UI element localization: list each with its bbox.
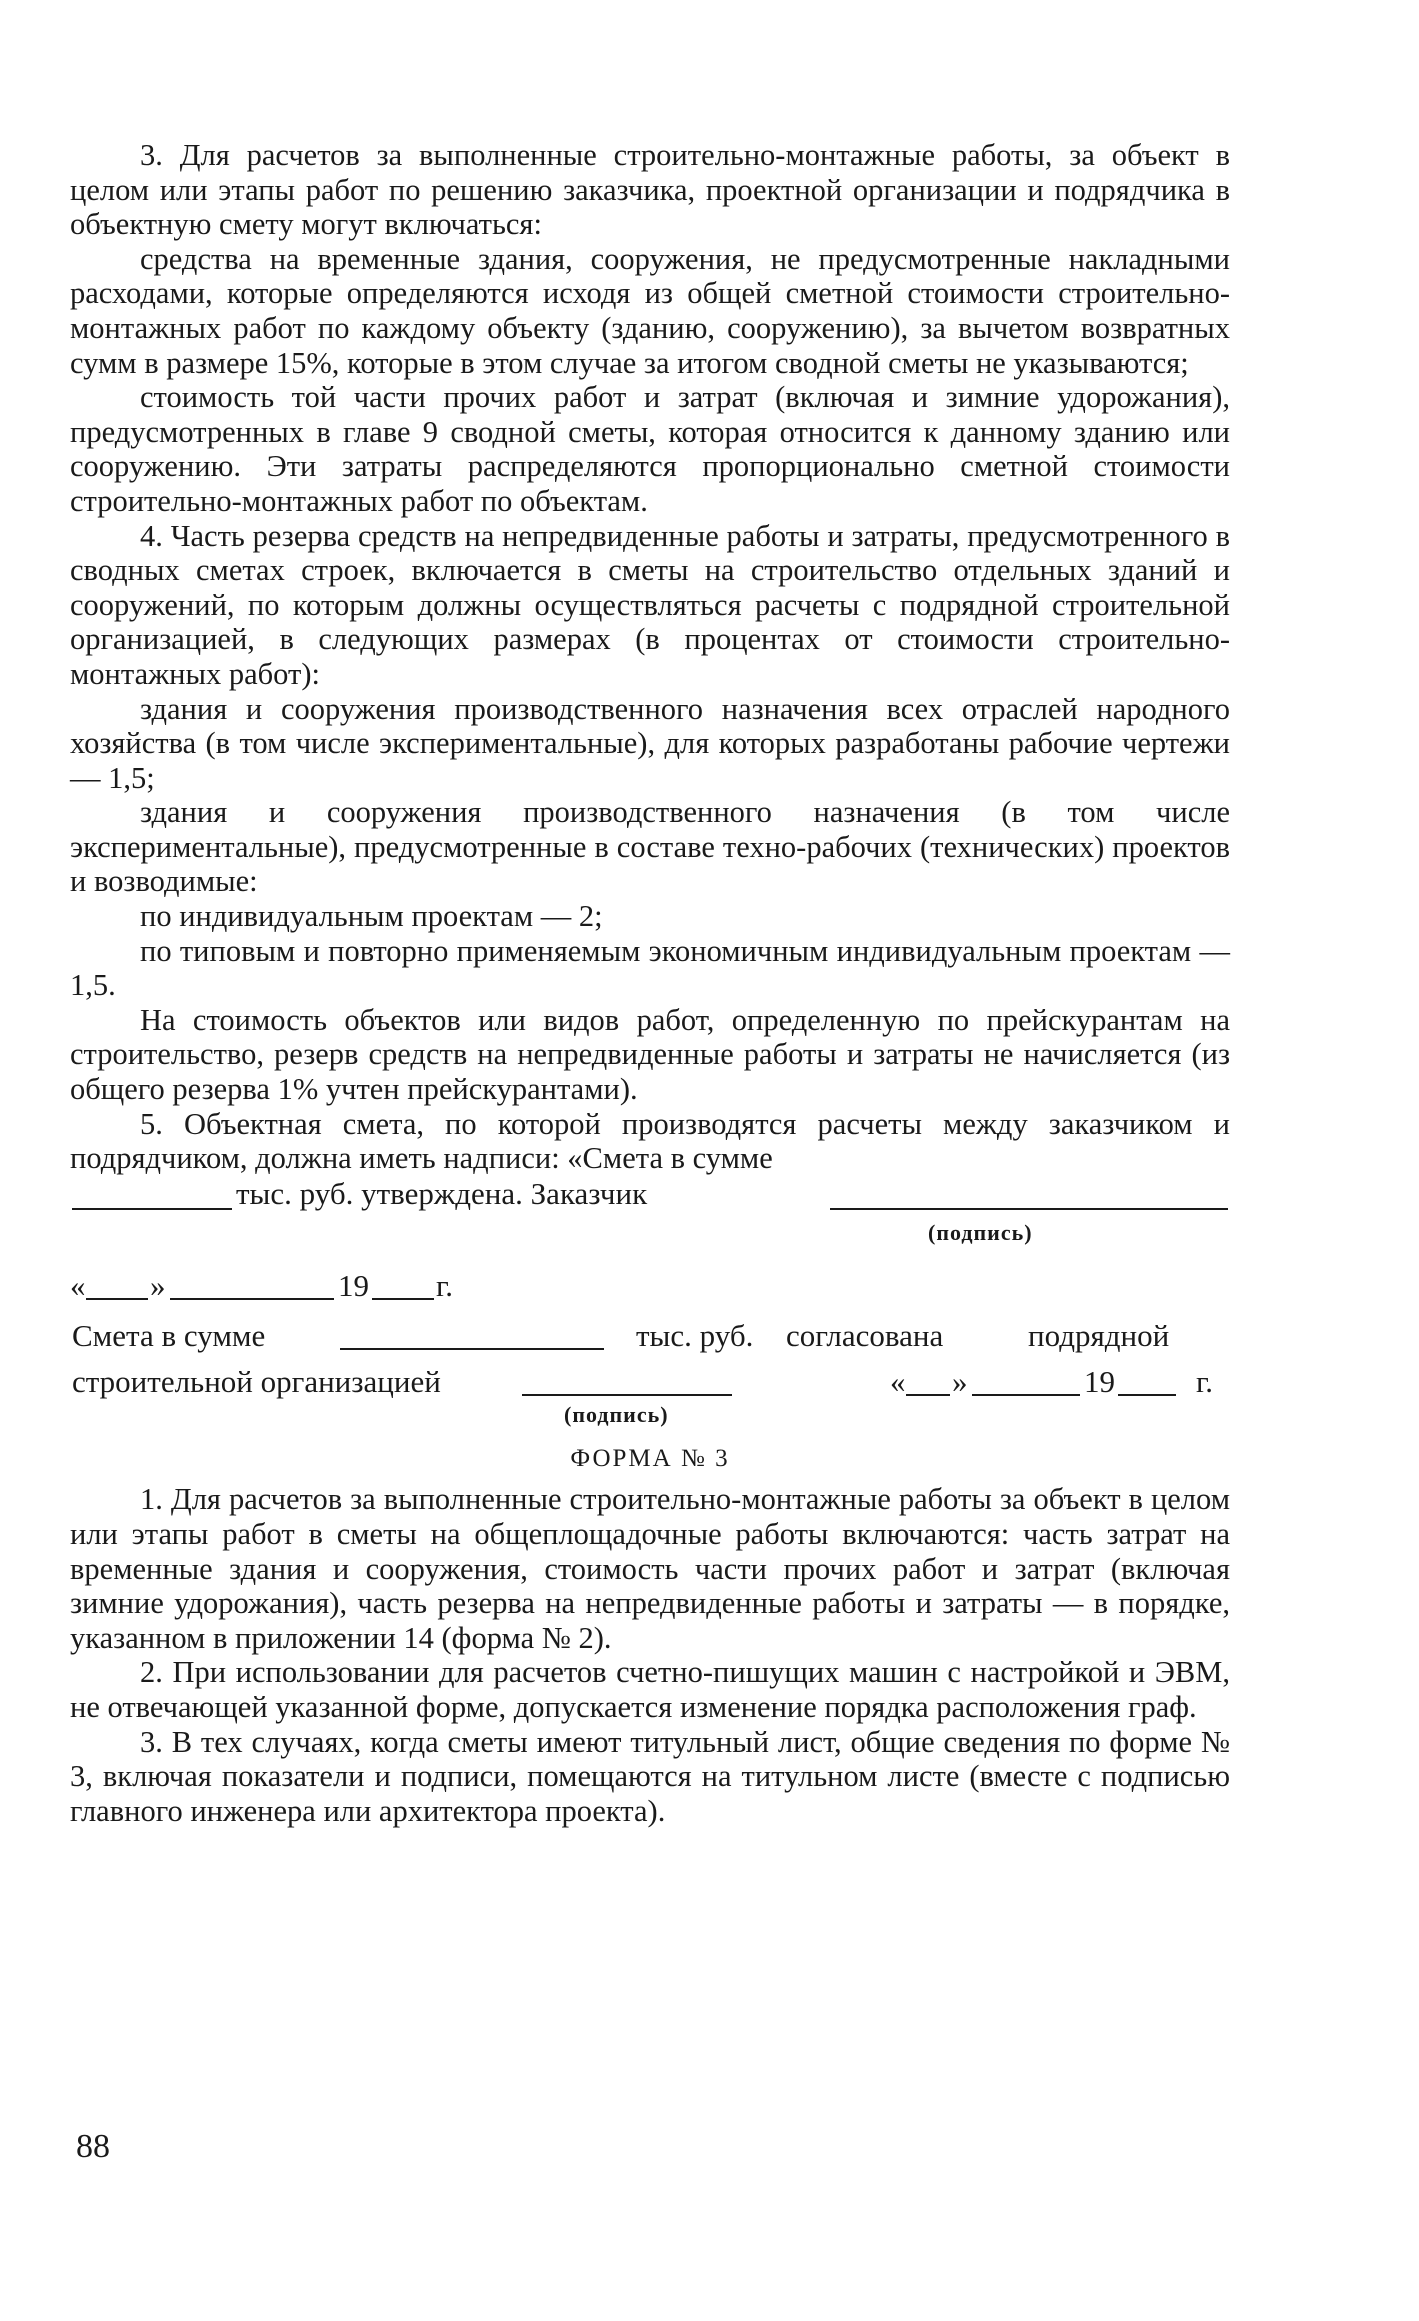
year-prefix-2: 19 [1084, 1364, 1115, 1400]
signature-caption-2: (подпись) [564, 1401, 669, 1427]
page-number: 88 [76, 2128, 110, 2165]
approval-text: тыс. руб. утверждена. Заказчик [236, 1176, 648, 1212]
paragraph-4d: по типовым и повторно применяемым экономичным индивидуальным проектам — 1,5. [70, 933, 1230, 1003]
year-suffix: г. [436, 1268, 453, 1304]
form3-paragraph-2: 2. При использовании для расчетов счетно-пишущих машин с настройкой и ЭВМ, не отвечающей указанной форме, допускается изменение порядка расположения граф. [70, 1655, 1230, 1724]
day-blank-2 [906, 1366, 950, 1396]
contractor-signature-blank [522, 1366, 732, 1396]
year-prefix: 19 [338, 1268, 369, 1304]
estimate-sum-label: Смета в сумме [72, 1318, 266, 1354]
form3-paragraph-1: 1. Для расчетов за выполненные строительно-монтажные работы за объект в целом или этапы работ в сметы на общеплощадочные работы включаются: часть затрат на временные здания и сооружения, стоимость части прочих работ и затрат (включая зимние удорожания), часть резерва на непредвиденные работы и затраты — в порядке, указанном в приложении 14 (форма № 2). [70, 1482, 1230, 1655]
paragraph-3a: средства на временные здания, сооружения, не предусмотренные накладными расходами, которые определяются исходя из общей сметной стоимости строительно-монтажных работ по каждому объекту (зданию, сооружению), за вычетом возвратных сумм в размере 15%, которые в этом случае за итогом сводной сметы не указываются; [70, 241, 1230, 380]
sum-blank [340, 1320, 604, 1350]
agreement-line [70, 1308, 1230, 1358]
date-line [70, 1250, 1230, 1308]
customer-signature-blank [830, 1180, 1228, 1210]
paragraph-3b: стоимость той части прочих работ и затрат (включая и зимние удорожания), предусмотренных в главе 9 сводной сметы, которая относится к данному зданию или сооружению. Эти затраты распределяются пропорционально сметной стоимости строительно-монтажных работ по объектам. [70, 380, 1230, 518]
paragraph-4: 4. Часть резерва средств на непредвиденные работы и затраты, предусмотренного в сводных сметах строек, включается в сметы на строительство отдельных зданий и сооружений, по которым должны осуществляться расчеты с подрядной строительной организацией, в следующих размерах (в процентах от стоимости строительно-монтажных работ): [70, 518, 1230, 691]
construction-org-label: строительной организацией [72, 1364, 441, 1400]
paragraph-4b: здания и сооружения производственного назначения (в том числе экспериментальные), предусмотренные в составе техно-рабочих (технических) проектов и возводимые: [70, 795, 1230, 899]
month-blank [170, 1270, 334, 1300]
signature-block [70, 1176, 1230, 1434]
day-blank [86, 1270, 148, 1300]
contractor-label: подрядной [1028, 1318, 1170, 1354]
approval-line [70, 1176, 1230, 1216]
quote-close: » [150, 1268, 166, 1304]
quote-open-2: « [890, 1364, 906, 1400]
agreed-label: согласована [786, 1318, 944, 1354]
year-blank-2 [1118, 1366, 1176, 1396]
month-blank-2 [972, 1366, 1080, 1396]
paragraph-4a: здания и сооружения производственного назначения всех отраслей народного хозяйства (в том числе экспериментальные), для которых разработаны рабочие чертежи — 1,5; [70, 691, 1230, 795]
paragraph-3: 3. Для расчетов за выполненные строительно-монтажные работы, за объект в целом или этапы работ по решению заказчика, проектной организации и подрядчика в объектную смету могут включаться: [70, 138, 1230, 242]
form-heading: ФОРМА № 3 [570, 1444, 730, 1472]
signature-caption: (подпись) [928, 1219, 1033, 1245]
quote-open: « [70, 1268, 86, 1304]
quote-close-2: » [952, 1364, 968, 1400]
amount-blank [72, 1180, 232, 1210]
paragraph-4c: по индивидуальным проектам — 2; [140, 899, 603, 934]
year-suffix-2: г. [1196, 1364, 1213, 1400]
paragraph-4e: На стоимость объектов или видов работ, определенную по прейскурантам на строительство, резерв средств на непредвиденные работы и затраты не начисляется (из общего резерва 1% учтен прейскурантами). [70, 1002, 1230, 1107]
paragraph-5: 5. Объектная смета, по которой производятся расчеты между заказчиком и подрядчиком, должна иметь надписи: «Смета в сумме [70, 1106, 1230, 1176]
document-page [70, 138, 1230, 1828]
thousand-rub-label: тыс. руб. [636, 1318, 754, 1354]
year-blank [372, 1270, 434, 1300]
form3-paragraph-3: 3. В тех случаях, когда сметы имеют титульный лист, общие сведения по форме № 3, включая показатели и подписи, помещаются на титульном листе (вместе с подписью главного инженера или архитектора проекта). [70, 1724, 1230, 1828]
